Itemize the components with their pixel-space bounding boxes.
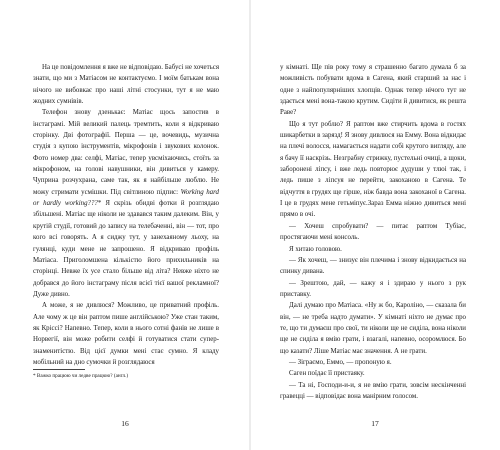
paragraph: — Зрештою, дай, — кажу я і здираю у нього з рук приставку.: [280, 279, 466, 298]
paragraph: А може, я не дивлюся? Можливо, це приватний профіль. Але чому ж це він раптом пише англійською? Уже стан таким, як Кріссі? Напевно. Тепер, коли в нього сотні фанів не лише в Норвегії, він може робити селфі й готуватися стати супер-знаменитістю. Від цієї думки мені стає сумно. Я кладу мобільний на дно сумочки й розглядаюся: [33, 302, 219, 366]
paragraph: Далі думаю про Матіаса. «Ну ж бо, Кароліно, — сказала би він, — не треба надто думати». У кімнаті ніхто не думає про те, що ти думаєш про свої, ти ніколи ще не сиділа, вона ніколи ще не сиділа я вмію грати, і взагалі, напевно, осоромлюся. Бо що казати? Ліше Матіас має значення. А не грати.: [280, 302, 466, 355]
paragraph: [33, 107, 219, 300]
paragraph: — Як хочеш, — знизує він плечима і знову відкидається на спинку дивана.: [280, 256, 466, 276]
right-page: [250, 0, 500, 450]
paragraph: Що я тут роблю? Я раптом вже стирчить вдома в гостях шикарбетки в зарязд! Я знову дивлюся на Емму. Вона відкидає на плечі волосся, намагається надати собі крутого вигляду, але я бачу її наскрізь. Незграбну стрижку, пустельні очиці, а щоки, заборонені ліпсу, і вже ледь повторює дудуши у тлюі так, і ледь пише з ліпсуя не перейти, закоханою в Сагена. Те відчуття в грудях ще гірше, ніж бавда вона закоханої в Сагена. І це в грудях мене гетьміпує.Зараз Емма ніжно дивиться мені прямо в очі.: [280, 120, 466, 219]
caption-italic: Working hard or hardly working???: [33, 188, 219, 208]
paragraph: — Хочеш спробувати? — питає раптом Тубіас, простягаючи мені консоль.: [280, 222, 466, 242]
paragraph: Я хитаю головою.: [289, 245, 342, 253]
paragraph: — Зіграємо, Еммо, — пропоную я.: [289, 358, 392, 366]
caption-after: * Я скрізь обидві фотки й розглядаю збільшені. Матіас ще ніколи не здавався таким далеким. Він, у крутій студії, готовий до запису на телебаченні, він — тот, про кого всі говорять. А я сиджу тут, у занехаяному льоху, на гулянці, куди мене не запрошено. Я відкриваю профіль Матіаса. Приголомшена кількістю його прихильників на сторінці. Невже їх усе стало більше від літа? Невже ніхто не добрався до його інстаграму після всієї тієї вашої рекламної? Дуже дивно.: [33, 200, 219, 298]
paragraph-text: Телефон знову дзенькає: Матіас щось запостив в інстаграмі. Мій великий палець тремтить, коли я відкриваю сторінку. Дві фотографії. Перша — це, вочевидь, музична студія з купою інструментів, мікрофонів і звукових колонок. Фото номер два: селфі, Матіас, тепер увсміхаючись, стоїть за мікрофоном, на голові навушники, він дивиться у камеру. Чуприна розчухрана, саме так, як я найбільше люблю. Не можу стримати усмішки. Під світлиною підпис:: [33, 109, 219, 196]
footnote-divider: [33, 369, 85, 370]
right-page-text: [280, 62, 466, 402]
paragraph: у кімнаті. Ще пів року тому я страшенно багато думала б за можливість побувати вдома в Сагена, який старший за нас і одне з найпопулярніших хлопців. Однак тепер нічого тут не здається мені вона-такою крутим. Сидіти й дивитися, як решта Раве?: [280, 64, 466, 117]
page-number: 17: [371, 419, 379, 428]
paragraph: Саген поїдає її пристаяку.: [289, 370, 365, 378]
footnote: * Важко працюю чи ледве працюю? (англ.): [33, 373, 129, 379]
left-page-text: [33, 62, 219, 368]
paragraph: — Та ні, Господи-и-и, я не вмію грати, зовсім нескінченні гравецці — відповідає вона манірним голосом.: [280, 381, 466, 400]
page-number: 16: [121, 419, 129, 428]
paragraph: На це повідомлення я вже не відповідаю. Бабусі не хочеться знати, що ми з Матіасом не контактуємо. І моїм батькам вона нічого не вибовкає про наші літні стосунки, тут я не маю жодних сумнівів.: [33, 64, 219, 106]
